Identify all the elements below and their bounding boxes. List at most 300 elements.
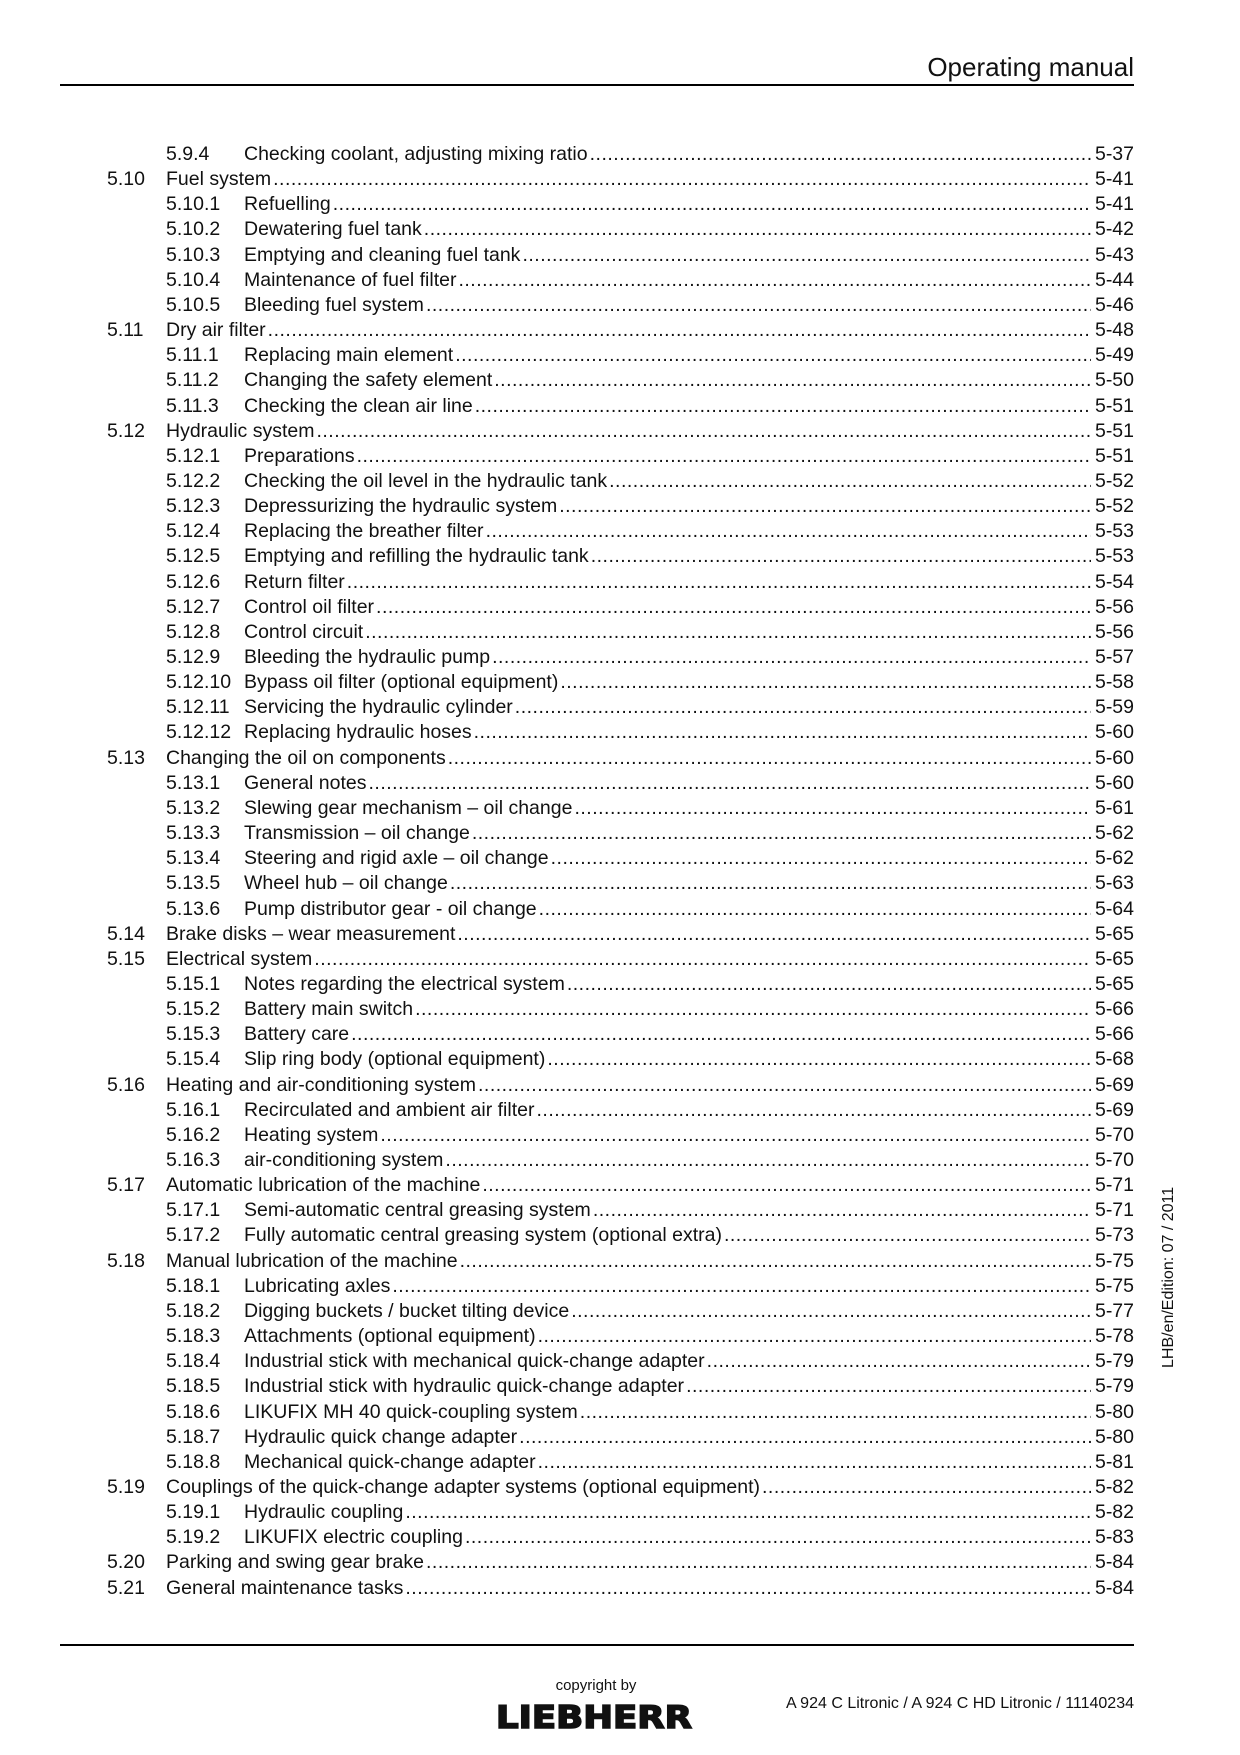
toc-dot-leader — [609, 469, 1091, 494]
toc-entry-number: 5.17.2 — [166, 1224, 221, 1247]
toc-entry-title: LIKUFIX electric coupling — [244, 1526, 463, 1549]
toc-entry-title: Recirculated and ambient air filter — [244, 1098, 535, 1121]
toc-entry-number: 5.12.2 — [166, 469, 221, 492]
toc-entry-title: Preparations — [244, 444, 355, 467]
toc-entry-page: 5-81 — [1094, 1450, 1134, 1473]
toc-entry-page: 5-80 — [1094, 1425, 1134, 1448]
toc-entry-number: 5.21 — [107, 1576, 145, 1599]
toc-entry-title: Checking the oil level in the hydraulic tank — [244, 469, 608, 492]
toc-entry-page: 5-70 — [1094, 1123, 1134, 1146]
toc-entry-line — [166, 1073, 1134, 1098]
toc-entry-number: 5.10 — [107, 168, 145, 191]
toc-entry-line — [244, 897, 1134, 922]
toc-entry-title: Bypass oil filter (optional equipment) — [244, 671, 559, 694]
toc-entry-page: 5-43 — [1094, 243, 1134, 266]
toc-entry — [0, 1047, 1240, 1072]
toc-entry-line — [166, 922, 1134, 947]
footer-model-info: A 924 C Litronic / A 924 C HD Litronic / 11140234 — [785, 1695, 1134, 1712]
toc-entry-line — [244, 620, 1134, 645]
toc-entry — [0, 268, 1240, 293]
toc-entry-page: 5-66 — [1094, 998, 1134, 1021]
toc-entry-line — [244, 444, 1134, 469]
toc-entry-title: Emptying and cleaning fuel tank — [244, 243, 521, 266]
toc-entry-number: 5.12.4 — [166, 520, 221, 543]
toc-dot-leader — [405, 1576, 1091, 1601]
toc-entry-page: 5-58 — [1094, 671, 1134, 694]
toc-entry-page: 5-80 — [1094, 1400, 1134, 1423]
toc-entry — [0, 821, 1240, 846]
toc-entry — [0, 1223, 1240, 1248]
toc-entry — [0, 670, 1240, 695]
toc-dot-leader — [571, 1299, 1091, 1324]
toc-entry-title: Return filter — [244, 570, 345, 593]
toc-dot-leader — [460, 1249, 1091, 1274]
toc-entry-title: Transmission – oil change — [244, 822, 470, 845]
copyright-label: copyright by — [555, 1677, 637, 1694]
toc-entry-title: Battery care — [244, 1023, 350, 1046]
toc-entry-page: 5-62 — [1094, 822, 1134, 845]
toc-entry-title: Parking and swing gear brake — [166, 1551, 424, 1574]
toc-entry-number: 5.13.4 — [166, 847, 221, 870]
toc-entry-page: 5-50 — [1094, 369, 1134, 392]
toc-entry-number: 5.18 — [107, 1249, 145, 1272]
toc-entry-title: Heating and air-conditioning system — [166, 1073, 477, 1096]
toc-entry-page: 5-71 — [1094, 1199, 1134, 1222]
toc-entry-page: 5-42 — [1094, 218, 1134, 241]
toc-entry — [0, 243, 1240, 268]
toc-entry-line — [166, 947, 1134, 972]
toc-entry-line — [244, 1324, 1134, 1349]
toc-entry-line — [244, 1198, 1134, 1223]
toc-entry-title: Replacing the breather filter — [244, 520, 484, 543]
toc-entry-title: Battery main switch — [244, 998, 414, 1021]
toc-entry-line — [244, 997, 1134, 1022]
toc-entry-page: 5-70 — [1094, 1149, 1134, 1171]
toc-entry — [0, 1098, 1240, 1123]
toc-entry-number: 5.10.5 — [166, 293, 221, 316]
toc-dot-leader — [580, 1400, 1091, 1425]
toc-entry-number: 5.12.1 — [166, 444, 221, 467]
toc-dot-leader — [567, 972, 1091, 997]
toc-entry-title: LIKUFIX MH 40 quick-coupling system — [244, 1400, 578, 1423]
toc-entry-line — [244, 192, 1134, 217]
toc-entry-page: 5-41 — [1094, 193, 1134, 216]
toc-entry-number: 5.19 — [107, 1475, 145, 1498]
toc-entry-title: Dewatering fuel tank — [244, 218, 422, 241]
footer-rule — [60, 1644, 1134, 1646]
toc-entry-line — [166, 1550, 1134, 1575]
toc-entry — [0, 595, 1240, 620]
toc-entry-title: Mechanical quick-change adapter — [244, 1450, 536, 1473]
toc-entry-line — [244, 846, 1134, 871]
toc-dot-leader — [426, 1550, 1091, 1575]
toc-dot-leader — [450, 871, 1091, 896]
toc-dot-leader — [369, 771, 1091, 796]
toc-entry-number: 5.13 — [107, 746, 145, 769]
toc-dot-leader — [591, 544, 1091, 569]
toc-entry — [0, 318, 1240, 343]
toc-entry-line — [244, 972, 1134, 997]
toc-entry — [0, 1576, 1240, 1601]
toc-entry-number: 5.15.2 — [166, 998, 221, 1021]
toc-dot-leader — [515, 695, 1091, 720]
toc-entry-number: 5.13.3 — [166, 822, 221, 845]
page-header-title: Operating manual — [927, 52, 1134, 82]
toc-entry-number: 5.20 — [107, 1551, 145, 1574]
toc-entry — [0, 1148, 1240, 1173]
toc-entry-number: 5.18.2 — [166, 1299, 221, 1322]
toc-dot-leader — [455, 343, 1091, 368]
toc-entry-page: 5-53 — [1094, 545, 1134, 568]
toc-dot-leader — [538, 1324, 1091, 1349]
toc-dot-leader — [539, 897, 1091, 922]
toc-entry-number: 5.13.2 — [166, 796, 221, 819]
toc-entry-page: 5-65 — [1094, 922, 1134, 945]
toc-entry-number: 5.16.3 — [166, 1149, 221, 1171]
toc-entry-number: 5.19.1 — [166, 1501, 221, 1524]
toc-entry-line — [166, 167, 1134, 192]
toc-entry-title: Emptying and refilling the hydraulic tank — [244, 545, 589, 568]
toc-entry — [0, 469, 1240, 494]
toc-entry-line — [244, 368, 1134, 393]
toc-entry-page: 5-66 — [1094, 1023, 1134, 1046]
toc-entry-page: 5-60 — [1094, 721, 1134, 744]
toc-entry-title: Automatic lubrication of the machine — [166, 1174, 481, 1197]
toc-dot-leader — [475, 394, 1091, 419]
toc-entry-line — [166, 318, 1134, 343]
toc-entry-line — [166, 1475, 1134, 1500]
toc-entry-number: 5.19.2 — [166, 1526, 221, 1549]
toc-entry-title: Manual lubrication of the machine — [166, 1249, 458, 1272]
toc-entry-page: 5-78 — [1094, 1325, 1134, 1348]
toc-entry-number: 5.13.6 — [166, 897, 221, 920]
toc-entry-line — [244, 394, 1134, 419]
toc-entry-page: 5-60 — [1094, 771, 1134, 794]
toc-entry-title: Couplings of the quick-change adapter systems (optional equipment) — [166, 1475, 761, 1498]
toc-entry-number: 5.12.7 — [166, 595, 221, 618]
toc-entry-title: Slip ring body (optional equipment) — [244, 1048, 546, 1071]
toc-dot-leader — [536, 1098, 1090, 1123]
toc-entry-page: 5-51 — [1094, 394, 1134, 417]
toc-entry-number: 5.10.3 — [166, 243, 221, 266]
toc-entry-number: 5.18.7 — [166, 1425, 221, 1448]
toc-entry — [0, 922, 1240, 947]
toc-entry-page: 5-64 — [1094, 897, 1134, 920]
toc-dot-leader — [365, 620, 1091, 645]
toc-entry — [0, 645, 1240, 670]
toc-entry-number: 5.17 — [107, 1174, 145, 1197]
toc-entry-line — [244, 293, 1134, 318]
toc-entry-page: 5-69 — [1094, 1098, 1134, 1121]
toc-entry-number: 5.12.11 — [166, 696, 230, 719]
toc-entry — [0, 419, 1240, 444]
toc-entry-page: 5-37 — [1094, 143, 1134, 165]
liebherr-logo — [494, 1700, 694, 1734]
toc-entry — [0, 720, 1240, 745]
toc-dot-leader — [333, 192, 1091, 217]
toc-entry-page: 5-48 — [1094, 319, 1134, 342]
toc-entry-page: 5-73 — [1094, 1224, 1134, 1247]
toc-entry — [0, 217, 1240, 242]
toc-entry — [0, 192, 1240, 217]
toc-entry-number: 5.12.9 — [166, 646, 221, 668]
toc-entry-line — [244, 1525, 1134, 1550]
toc-entry-page: 5-75 — [1094, 1274, 1134, 1297]
toc-entry-title: Heating system — [244, 1123, 379, 1146]
toc-entry-title: General notes — [244, 771, 367, 794]
toc-entry-line — [244, 268, 1134, 293]
toc-entry-title: Semi-automatic central greasing system — [244, 1199, 591, 1222]
toc-entry-page: 5-46 — [1094, 293, 1134, 316]
toc-entry — [0, 1525, 1240, 1550]
toc-entry-title: Maintenance of fuel filter — [244, 268, 457, 291]
toc-entry-line — [244, 821, 1134, 846]
toc-entry-title: Wheel hub – oil change — [244, 872, 448, 895]
toc-entry — [0, 695, 1240, 720]
toc-entry-page: 5-79 — [1094, 1375, 1134, 1398]
toc-entry-title: Digging buckets / bucket tilting device — [244, 1299, 570, 1322]
toc-entry-title: Industrial stick with mechanical quick-change adapter — [244, 1350, 705, 1373]
toc-entry-page: 5-75 — [1094, 1249, 1134, 1272]
toc-entry-number: 5.18.6 — [166, 1400, 221, 1423]
toc-dot-leader — [351, 1022, 1091, 1047]
toc-entry-number: 5.14 — [107, 922, 145, 945]
toc-entry — [0, 519, 1240, 544]
toc-entry-page: 5-60 — [1094, 746, 1134, 769]
toc-entry — [0, 293, 1240, 318]
toc-entry — [0, 142, 1240, 167]
toc-dot-leader — [482, 1173, 1091, 1198]
toc-entry-number: 5.15.1 — [166, 972, 221, 995]
toc-entry-number: 5.11.3 — [166, 394, 219, 417]
toc-entry-title: Hydraulic system — [166, 419, 315, 442]
toc-entry-line — [244, 796, 1134, 821]
toc-dot-leader — [492, 645, 1091, 670]
toc-entry-number: 5.11 — [107, 319, 144, 342]
toc-entry-title: Pump distributor gear - oil change — [244, 897, 537, 920]
toc-entry — [0, 1425, 1240, 1450]
toc-entry-title: Control circuit — [244, 620, 364, 643]
toc-dot-leader — [590, 142, 1091, 167]
toc-entry-line — [244, 1299, 1134, 1324]
toc-entry-number: 5.10.4 — [166, 268, 221, 291]
toc-entry — [0, 1550, 1240, 1575]
toc-entry-title: Electrical system — [166, 947, 313, 970]
toc-entry-number: 5.13.5 — [166, 872, 221, 895]
toc-entry-line — [244, 544, 1134, 569]
toc-entry-title: Checking coolant, adjusting mixing ratio — [244, 143, 588, 165]
toc-entry-page: 5-83 — [1094, 1526, 1134, 1549]
toc-entry-number: 5.10.2 — [166, 218, 221, 241]
toc-entry-line — [244, 1123, 1134, 1148]
toc-entry-line — [244, 1500, 1134, 1525]
toc-entry-number: 5.12.12 — [166, 721, 232, 744]
toc-entry — [0, 1374, 1240, 1399]
toc-entry-line — [244, 695, 1134, 720]
toc-entry-page: 5-61 — [1094, 796, 1134, 819]
toc-entry-number: 5.15.3 — [166, 1023, 221, 1046]
toc-entry-title: Industrial stick with hydraulic quick-change adapter — [244, 1375, 685, 1398]
toc-entry — [0, 544, 1240, 569]
toc-entry-title: Attachments (optional equipment) — [244, 1325, 536, 1348]
toc-dot-leader — [486, 519, 1091, 544]
toc-entry-title: Hydraulic coupling — [244, 1501, 404, 1524]
toc-dot-leader — [724, 1223, 1091, 1248]
toc-dot-leader — [458, 268, 1091, 293]
toc-entry-page: 5-62 — [1094, 847, 1134, 870]
toc-dot-leader — [268, 318, 1091, 343]
toc-entry-title: Replacing main element — [244, 344, 454, 367]
toc-entry-page: 5-65 — [1094, 947, 1134, 970]
toc-dot-leader — [426, 293, 1091, 318]
toc-dot-leader — [522, 243, 1091, 268]
toc-dot-leader — [574, 796, 1091, 821]
toc-entry-line — [166, 419, 1134, 444]
toc-entry-line — [244, 1223, 1134, 1248]
toc-dot-leader — [478, 1073, 1091, 1098]
toc-entry-number: 5.9.4 — [166, 143, 210, 165]
toc-entry — [0, 570, 1240, 595]
toc-entry-page: 5-56 — [1094, 620, 1134, 643]
toc-entry-number: 5.16.1 — [166, 1098, 221, 1121]
toc-entry-line — [166, 1576, 1134, 1601]
toc-dot-leader — [273, 167, 1091, 192]
toc-entry-line — [244, 1450, 1134, 1475]
toc-entry-title: Changing the safety element — [244, 369, 493, 392]
toc-entry-number: 5.12.10 — [166, 671, 232, 694]
toc-entry-line — [244, 1022, 1134, 1047]
toc-dot-leader — [494, 368, 1091, 393]
toc-dot-leader — [380, 1123, 1091, 1148]
toc-entry-number: 5.11.2 — [166, 369, 219, 392]
toc-entry-title: Depressurizing the hydraulic system — [244, 495, 558, 518]
toc-entry-line — [244, 595, 1134, 620]
toc-entry-number: 5.18.8 — [166, 1450, 221, 1473]
toc-entry-page: 5-65 — [1094, 972, 1134, 995]
toc-entry — [0, 1349, 1240, 1374]
toc-entry-page: 5-69 — [1094, 1073, 1134, 1096]
toc-entry-title: Fully automatic central greasing system (optional extra) — [244, 1224, 722, 1247]
toc-entry-line — [244, 1047, 1134, 1072]
liebherr-logo-text: LIEBHERR — [496, 1700, 693, 1734]
toc-entry-number: 5.18.4 — [166, 1350, 221, 1373]
toc-entry-title: Hydraulic quick change adapter — [244, 1425, 518, 1448]
toc-entry — [0, 1400, 1240, 1425]
toc-dot-leader — [445, 1148, 1091, 1173]
toc-entry-line — [244, 720, 1134, 745]
toc-entry — [0, 1475, 1240, 1500]
toc-entry-line — [244, 645, 1134, 670]
toc-entry-line — [244, 494, 1134, 519]
toc-dot-leader — [457, 922, 1091, 947]
toc-dot-leader — [424, 217, 1091, 242]
toc-entry — [0, 620, 1240, 645]
toc-entry-line — [244, 771, 1134, 796]
toc-entry-title: General maintenance tasks — [166, 1576, 404, 1599]
toc-entry-line — [244, 1274, 1134, 1299]
toc-entry-line — [244, 1148, 1134, 1173]
toc-entry-line — [244, 343, 1134, 368]
toc-entry-line — [244, 670, 1134, 695]
toc-entry — [0, 494, 1240, 519]
toc-dot-leader — [347, 570, 1091, 595]
toc-entry-page: 5-51 — [1094, 419, 1134, 442]
toc-dot-leader — [472, 821, 1091, 846]
toc-entry-page: 5-77 — [1094, 1299, 1134, 1322]
toc-entry-line — [244, 1425, 1134, 1450]
toc-entry-number: 5.12.5 — [166, 545, 221, 568]
toc-entry-number: 5.15.4 — [166, 1048, 221, 1071]
toc-entry-line — [244, 1349, 1134, 1374]
toc-entry-page: 5-63 — [1094, 872, 1134, 895]
toc-entry-title: Lubricating axles — [244, 1274, 391, 1297]
toc-entry-line — [244, 519, 1134, 544]
toc-dot-leader — [538, 1450, 1091, 1475]
toc-entry — [0, 1299, 1240, 1324]
toc-entry — [0, 871, 1240, 896]
toc-entry-page: 5-51 — [1094, 444, 1134, 467]
toc-entry-number: 5.17.1 — [166, 1199, 221, 1222]
toc-entry-line — [244, 217, 1134, 242]
toc-entry — [0, 897, 1240, 922]
toc-entry-page: 5-56 — [1094, 595, 1134, 618]
toc-entry — [0, 368, 1240, 393]
toc-entry-number: 5.18.1 — [166, 1274, 221, 1297]
toc-dot-leader — [519, 1425, 1091, 1450]
toc-dot-leader — [707, 1349, 1091, 1374]
toc-entry-number: 5.15 — [107, 947, 145, 970]
toc-entry-page: 5-53 — [1094, 520, 1134, 543]
toc-entry-title: Steering and rigid axle – oil change — [244, 847, 549, 870]
toc-dot-leader — [448, 746, 1091, 771]
toc-entry-title: Slewing gear mechanism – oil change — [244, 796, 573, 819]
toc-entry-line — [166, 746, 1134, 771]
toc-dot-leader — [465, 1525, 1091, 1550]
toc-entry — [0, 343, 1240, 368]
toc-entry-title: Brake disks – wear measurement — [166, 922, 456, 945]
toc-entry-line — [244, 1374, 1134, 1399]
toc-entry — [0, 1324, 1240, 1349]
toc-entry-title: Control oil filter — [244, 595, 375, 618]
toc-entry-number: 5.12.8 — [166, 620, 221, 643]
toc-entry-page: 5-84 — [1094, 1576, 1134, 1599]
toc-entry — [0, 394, 1240, 419]
toc-dot-leader — [415, 997, 1091, 1022]
toc-dot-leader — [314, 947, 1091, 972]
toc-entry-line — [166, 1249, 1134, 1274]
toc-entry-title: air-conditioning system — [244, 1149, 444, 1171]
toc-dot-leader — [474, 720, 1091, 745]
toc-dot-leader — [392, 1274, 1091, 1299]
toc-entry — [0, 796, 1240, 821]
toc-entry — [0, 846, 1240, 871]
toc-dot-leader — [762, 1475, 1091, 1500]
toc-entry-title: Changing the oil on components — [166, 746, 446, 769]
toc-entry-number: 5.18.3 — [166, 1325, 221, 1348]
toc-dot-leader — [405, 1500, 1091, 1525]
toc-entry — [0, 444, 1240, 469]
toc-entry — [0, 997, 1240, 1022]
toc-entry-line — [244, 469, 1134, 494]
toc-entry-number: 5.11.1 — [166, 344, 219, 367]
toc-entry — [0, 1022, 1240, 1047]
toc-entry-line — [244, 570, 1134, 595]
toc-entry — [0, 1249, 1240, 1274]
toc-dot-leader — [376, 595, 1091, 620]
toc-entry — [0, 167, 1240, 192]
toc-entry-line — [244, 243, 1134, 268]
toc-entry-page: 5-52 — [1094, 495, 1134, 518]
